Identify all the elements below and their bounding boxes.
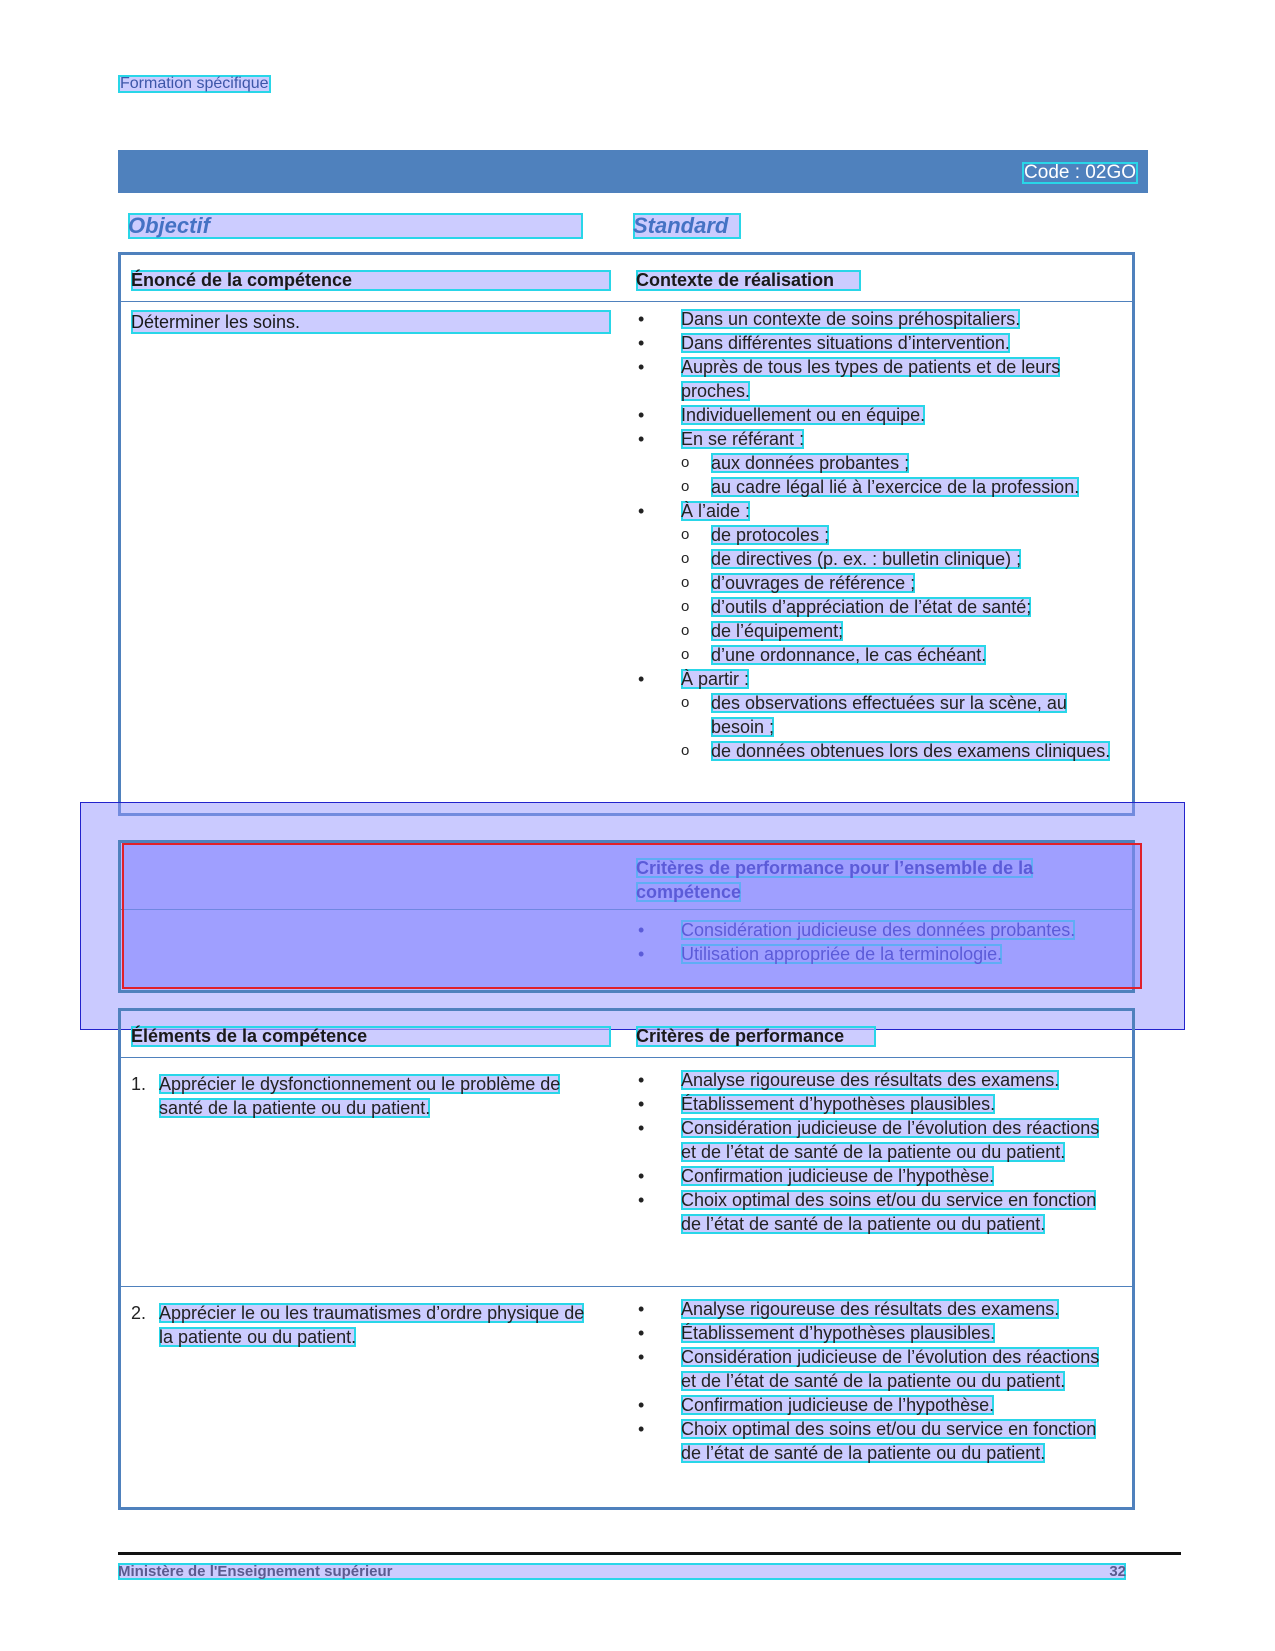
criteria-header: Critères de performance	[636, 1026, 876, 1047]
sub-list-item: o des observations effectuées sur la scène, au besoin ;	[681, 691, 1116, 739]
page-footer	[118, 1563, 1126, 1580]
column-headings	[128, 213, 748, 237]
list-item: • Considération judicieuse de l’évolution des réactions et de l’état de santé de la patiente ou du patient.	[636, 1345, 1116, 1393]
context-list	[636, 307, 1116, 763]
list-item: • En se référant : o aux données probantes ; o au cadre légal lié à l’exercice de la profession.	[636, 427, 1116, 499]
sub-list-item: o de protocoles ;	[681, 523, 1116, 547]
competence-table	[118, 252, 1135, 816]
criteria-list	[636, 1068, 1116, 1236]
list-item: • Analyse rigoureuse des résultats des examens.	[636, 1297, 1116, 1321]
competence-statement: Déterminer les soins.	[131, 310, 611, 334]
sub-list-item: o aux données probantes ;	[681, 451, 1116, 475]
elements-table	[118, 1008, 1135, 1510]
list-item: • Confirmation judicieuse de l’hypothèse.	[636, 1164, 1116, 1188]
list-item: • Dans un contexte de soins préhospitaliers.	[636, 307, 1116, 331]
criteria-list	[636, 1297, 1116, 1465]
elements-header: Éléments de la compétence	[131, 1026, 611, 1047]
list-item: • Établissement d’hypothèses plausibles.	[636, 1321, 1116, 1345]
footer-ministry: Ministère de l'Enseignement supérieur	[118, 1563, 393, 1580]
element-label: Apprécier le dysfonctionnement ou le problème de santé de la patiente ou du patient.	[159, 1074, 561, 1118]
list-item: • À partir : o des observations effectuées sur la scène, au besoin ; o de données obtenues lors des examens cliniques.	[636, 667, 1116, 763]
elements-header-row	[121, 1011, 1132, 1058]
sub-list-item: o au cadre légal lié à l’exercice de la profession.	[681, 475, 1116, 499]
standard-heading: Standard	[633, 213, 741, 239]
list-item: • Choix optimal des soins et/ou du service en fonction de l’état de santé de la patiente ou du patient.	[636, 1417, 1116, 1465]
page-number: 32	[1109, 1563, 1126, 1580]
sub-list-item: o de directives (p. ex. : bulletin clinique) ;	[681, 547, 1116, 571]
element-label: Apprécier le ou les traumatismes d’ordre physique de la patiente ou du patient.	[159, 1303, 585, 1347]
list-item: • Établissement d’hypothèses plausibles.	[636, 1092, 1116, 1116]
title-banner	[118, 150, 1148, 193]
sub-list-item: o de données obtenues lors des examens cliniques.	[681, 739, 1116, 763]
competence-code: Code : 02GO	[1024, 162, 1136, 183]
list-item: • Analyse rigoureuse des résultats des examens.	[636, 1068, 1116, 1092]
sub-list-item: o de l’équipement;	[681, 619, 1116, 643]
contexte-header: Contexte de réalisation	[636, 270, 861, 291]
list-item: • Confirmation judicieuse de l’hypothèse.	[636, 1393, 1116, 1417]
list-item: • Individuellement ou en équipe.	[636, 403, 1116, 427]
list-item: • Auprès de tous les types de patients et de leurs proches.	[636, 355, 1116, 403]
list-item: • Choix optimal des soins et/ou du service en fonction de l’état de santé de la patiente ou du patient.	[636, 1188, 1116, 1236]
element-number: 1.	[131, 1074, 147, 1094]
objectif-heading: Objectif	[128, 213, 583, 239]
focused-selection-box	[122, 843, 1142, 989]
list-item: • À l’aide : o de protocoles ; o de directives (p. ex. : bulletin clinique) ; o d’ouvrages de référence ; o d’outils d’appréciation de l’état de santé; o de l’équipement; o d’une ordonnance, le cas échéant.	[636, 499, 1116, 667]
sub-list-item: o d’outils d’appréciation de l’état de santé;	[681, 595, 1116, 619]
element-number: 2.	[131, 1303, 147, 1323]
running-header: Formation spécifique	[120, 75, 269, 92]
table-row	[121, 1058, 1132, 1287]
table-row	[121, 1287, 1132, 1507]
sub-list-item: o d’ouvrages de référence ;	[681, 571, 1116, 595]
competence-header-row	[121, 255, 1132, 302]
footer-rule	[118, 1552, 1181, 1555]
enonce-header: Énoncé de la compétence	[131, 270, 611, 291]
sub-list-item: o d’une ordonnance, le cas échéant.	[681, 643, 1116, 667]
list-item: • Considération judicieuse de l’évolution des réactions et de l’état de santé de la patiente ou du patient.	[636, 1116, 1116, 1164]
list-item: • Dans différentes situations d’intervention.	[636, 331, 1116, 355]
